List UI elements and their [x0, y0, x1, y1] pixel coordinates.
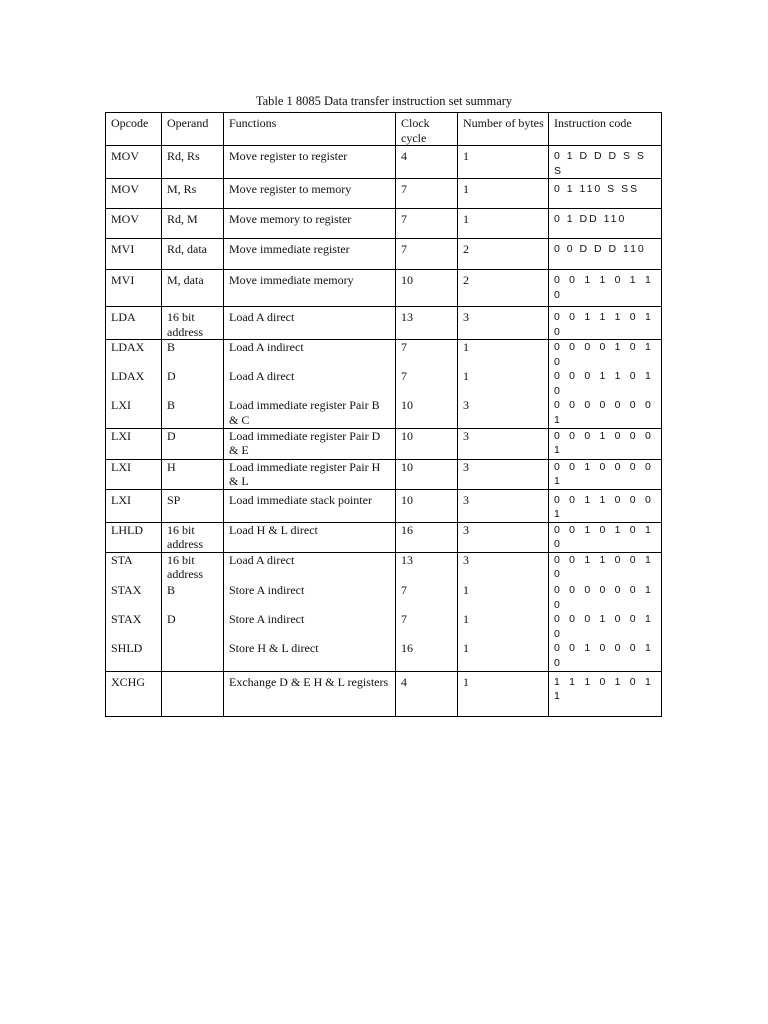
cell-code: 0 1 D D D S S S [549, 146, 662, 179]
cell-code: 0 0 1 1 0 0 0 1 [549, 489, 662, 522]
cell-code: 0 0 0 1 0 0 1 0 [549, 612, 662, 641]
cell-function: Load A indirect [224, 340, 396, 370]
cell-function: Load A direct [224, 552, 396, 583]
cell-operand: 16 bit address [162, 552, 224, 583]
cell-clock: 4 [396, 671, 458, 716]
cell-operand: Rd, Rs [162, 146, 224, 179]
cell-opcode: LDAX [106, 369, 162, 398]
cell-code: 1 1 1 0 1 0 1 1 [549, 671, 662, 716]
table-row [106, 239, 662, 270]
header-instruction-code: Instruction code [549, 113, 662, 146]
cell-opcode: LXI [106, 398, 162, 428]
cell-function: Load A direct [224, 369, 396, 398]
cell-clock: 7 [396, 179, 458, 209]
cell-operand: M, data [162, 270, 224, 307]
cell-opcode: STA [106, 552, 162, 583]
cell-bytes: 3 [458, 398, 549, 428]
cell-clock: 7 [396, 239, 458, 270]
table-row [106, 612, 662, 641]
header-row [106, 113, 662, 146]
cell-bytes: 2 [458, 239, 549, 270]
table-row [106, 398, 662, 428]
cell-code: 0 0 1 0 0 0 0 1 [549, 459, 662, 489]
cell-code: 0 0 0 1 0 0 0 1 [549, 428, 662, 459]
instruction-table [105, 112, 662, 717]
cell-operand [162, 671, 224, 716]
cell-code: 0 0 1 0 0 0 1 0 [549, 641, 662, 671]
table-row [106, 428, 662, 459]
cell-bytes: 1 [458, 340, 549, 370]
cell-opcode: STAX [106, 612, 162, 641]
cell-clock: 13 [396, 552, 458, 583]
cell-bytes: 3 [458, 428, 549, 459]
cell-function: Move register to register [224, 146, 396, 179]
table-row [106, 583, 662, 612]
cell-clock: 10 [396, 270, 458, 307]
header-operand: Operand [162, 113, 224, 146]
cell-operand: M, Rs [162, 179, 224, 209]
cell-clock: 16 [396, 641, 458, 671]
cell-function: Load immediate register Pair H & L [224, 459, 396, 489]
table-row [106, 340, 662, 370]
cell-opcode: MOV [106, 146, 162, 179]
cell-clock: 16 [396, 522, 458, 552]
cell-clock: 7 [396, 583, 458, 612]
cell-clock: 10 [396, 428, 458, 459]
cell-function: Move immediate memory [224, 270, 396, 307]
header-number-of-bytes: Number of bytes [458, 113, 549, 146]
cell-bytes: 1 [458, 641, 549, 671]
cell-opcode: LDAX [106, 340, 162, 370]
cell-operand [162, 641, 224, 671]
cell-operand: 16 bit address [162, 522, 224, 552]
cell-opcode: MOV [106, 179, 162, 209]
cell-opcode: LXI [106, 428, 162, 459]
cell-function: Load A direct [224, 307, 396, 340]
cell-function: Load immediate stack pointer [224, 489, 396, 522]
table-caption: Table 1 8085 Data transfer instruction set summary [255, 94, 513, 108]
cell-code: 0 1 DD 110 [549, 209, 662, 239]
cell-clock: 7 [396, 612, 458, 641]
cell-function: Move immediate register [224, 239, 396, 270]
cell-operand: D [162, 369, 224, 398]
table-row [106, 270, 662, 307]
table-row [106, 489, 662, 522]
cell-bytes: 1 [458, 612, 549, 641]
cell-code: 0 0 D D D 110 [549, 239, 662, 270]
cell-operand: H [162, 459, 224, 489]
cell-bytes: 3 [458, 522, 549, 552]
cell-bytes: 1 [458, 146, 549, 179]
table-row [106, 307, 662, 340]
cell-opcode: XCHG [106, 671, 162, 716]
cell-bytes: 3 [458, 307, 549, 340]
cell-bytes: 1 [458, 369, 549, 398]
cell-operand: B [162, 583, 224, 612]
table-row [106, 146, 662, 179]
cell-bytes: 1 [458, 583, 549, 612]
table-row [106, 209, 662, 239]
cell-opcode: LHLD [106, 522, 162, 552]
cell-code: 0 0 0 0 0 0 1 0 [549, 583, 662, 612]
cell-operand: B [162, 340, 224, 370]
cell-operand: D [162, 428, 224, 459]
cell-function: Store A indirect [224, 612, 396, 641]
cell-code: 0 0 1 1 1 0 1 0 [549, 307, 662, 340]
cell-operand: Rd, M [162, 209, 224, 239]
table-row [106, 641, 662, 671]
cell-clock: 13 [396, 307, 458, 340]
cell-opcode: MVI [106, 239, 162, 270]
cell-bytes: 2 [458, 270, 549, 307]
table-row [106, 369, 662, 398]
cell-code: 0 0 0 0 1 0 1 0 [549, 340, 662, 370]
cell-clock: 7 [396, 369, 458, 398]
header-functions: Functions [224, 113, 396, 146]
cell-code: 0 0 1 0 1 0 1 0 [549, 522, 662, 552]
cell-function: Load H & L direct [224, 522, 396, 552]
cell-function: Store A indirect [224, 583, 396, 612]
cell-code: 0 1 110 S SS [549, 179, 662, 209]
cell-clock: 7 [396, 340, 458, 370]
cell-code: 0 0 0 1 1 0 1 0 [549, 369, 662, 398]
table-row [106, 459, 662, 489]
cell-code: 0 0 0 0 0 0 0 1 [549, 398, 662, 428]
cell-bytes: 3 [458, 459, 549, 489]
cell-bytes: 1 [458, 179, 549, 209]
cell-bytes: 3 [458, 552, 549, 583]
cell-opcode: LXI [106, 459, 162, 489]
cell-opcode: SHLD [106, 641, 162, 671]
table-row [106, 552, 662, 583]
cell-clock: 10 [396, 459, 458, 489]
cell-operand: D [162, 612, 224, 641]
cell-bytes: 1 [458, 671, 549, 716]
cell-clock: 4 [396, 146, 458, 179]
cell-operand: SP [162, 489, 224, 522]
cell-bytes: 3 [458, 489, 549, 522]
header-opcode: Opcode [106, 113, 162, 146]
cell-operand: 16 bit address [162, 307, 224, 340]
cell-code: 0 0 1 1 0 1 1 0 [549, 270, 662, 307]
cell-function: Move register to memory [224, 179, 396, 209]
cell-bytes: 1 [458, 209, 549, 239]
cell-opcode: MOV [106, 209, 162, 239]
table-row [106, 179, 662, 209]
cell-function: Move memory to register [224, 209, 396, 239]
cell-operand: Rd, data [162, 239, 224, 270]
cell-function: Exchange D & E H & L registers [224, 671, 396, 716]
cell-operand: B [162, 398, 224, 428]
cell-function: Store H & L direct [224, 641, 396, 671]
cell-clock: 10 [396, 489, 458, 522]
cell-opcode: LXI [106, 489, 162, 522]
cell-clock: 7 [396, 209, 458, 239]
cell-function: Load immediate register Pair D & E [224, 428, 396, 459]
cell-function: Load immediate register Pair B & C [224, 398, 396, 428]
table-row [106, 671, 662, 716]
header-clock-cycle: Clock cycle [396, 113, 458, 146]
cell-opcode: MVI [106, 270, 162, 307]
table-row [106, 522, 662, 552]
cell-opcode: STAX [106, 583, 162, 612]
cell-opcode: LDA [106, 307, 162, 340]
cell-code: 0 0 1 1 0 0 1 0 [549, 552, 662, 583]
cell-clock: 10 [396, 398, 458, 428]
